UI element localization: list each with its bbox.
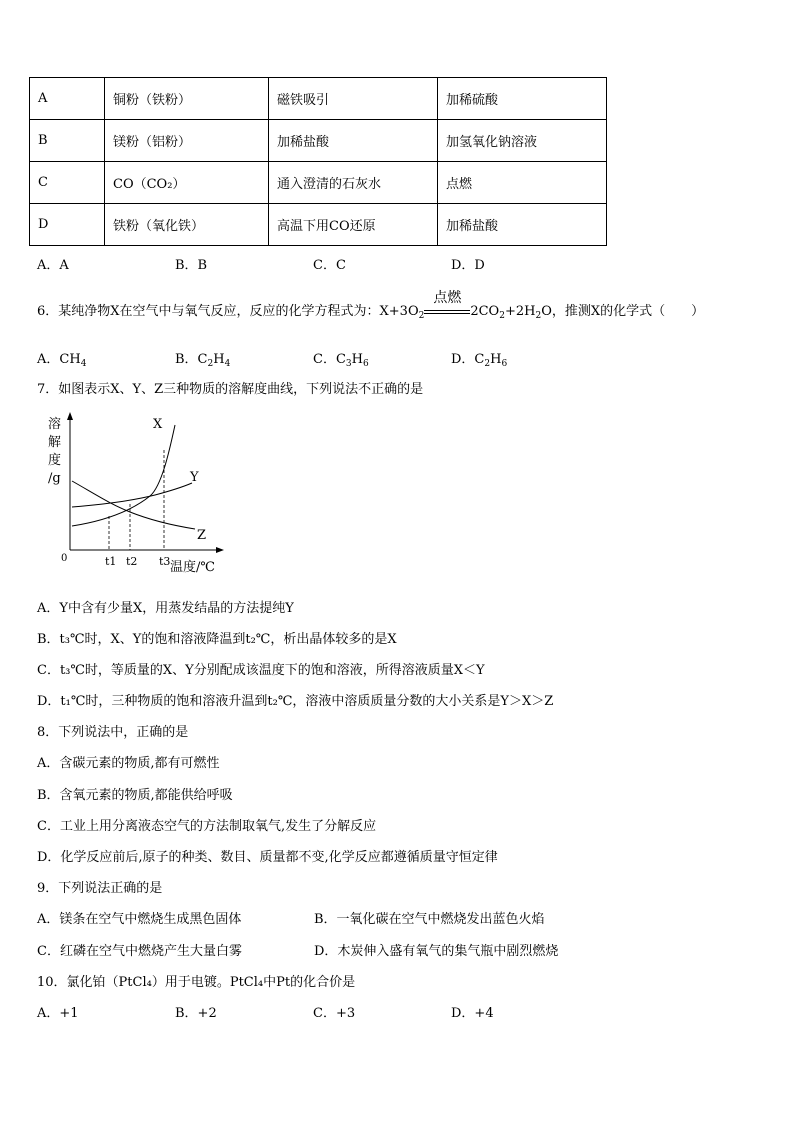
q6-option-a: A．$CH_4$	[37, 352, 87, 369]
table-cell: 铁粉（氧化铁）	[105, 204, 269, 246]
solubility-chart	[40, 408, 240, 583]
q6-option-c: C．$C_3H_6$	[313, 352, 369, 369]
equals-line-bottom	[424, 313, 470, 314]
table-cell: 磁铁吸引	[269, 78, 438, 120]
ylabel-char: 溶	[48, 417, 62, 432]
ylabel-char: 度	[48, 453, 62, 468]
q9-option-c: C．红磷在空气中燃烧产生大量白雾	[37, 944, 242, 959]
table-cell: 加稀盐酸	[438, 204, 607, 246]
q8-option-c: C．工业上用分离液态空气的方法制取氧气,发生了分解反应	[37, 819, 377, 834]
q8-stem: 8．下列说法中，正确的是	[37, 725, 189, 740]
q10-option-a: A．+1	[37, 1006, 79, 1021]
table-cell: D	[30, 204, 105, 246]
q9-option-a: A．镁条在空气中燃烧生成黑色固体	[37, 912, 242, 927]
q10-option-c: C．+3	[313, 1006, 356, 1021]
series-z-label: Z	[197, 528, 207, 543]
x-axis-arrow	[216, 547, 224, 553]
q7-option-b: B．t₃℃时，X、Y的饱和溶液降温到t₂℃，析出晶体较多的是X	[37, 632, 397, 647]
q9-stem: 9．下列说法正确的是	[37, 881, 163, 896]
q7-option-c: C．t₃℃时，等质量的X、Y分别配成该温度下的饱和溶液，所得溶液质量X＜Y	[37, 663, 485, 678]
q8-option-a: A．含碳元素的物质,都有可燃性	[37, 756, 220, 771]
separation-table	[29, 77, 607, 246]
q10-stem: 10．氯化铂（PtCl₄）用于电镀。PtCl₄中Pt的化合价是	[37, 975, 356, 990]
y-axis-arrow	[67, 412, 73, 420]
table-cell: 铜粉（铁粉）	[105, 78, 269, 120]
q7-option-a: A．Y中含有少量X，用蒸发结晶的方法提纯Y	[37, 601, 294, 616]
reaction-condition: 点燃	[424, 304, 470, 319]
series-x-label: X	[153, 417, 163, 432]
table-cell: 加稀硫酸	[438, 78, 607, 120]
table-row	[30, 162, 607, 204]
q6-option-d: D．$C_2H_6$	[451, 352, 508, 369]
table-cell: 点燃	[438, 162, 607, 204]
tick-t1: t1	[105, 555, 117, 568]
ylabel-char: 解	[48, 435, 62, 450]
q7-stem: 7．如图表示X、Y、Z三种物质的溶解度曲线，下列说法不正确的是	[37, 382, 424, 397]
q8-option-d: D．化学反应前后,原子的种类、数目、质量都不变,化学反应都遵循质量守恒定律	[37, 850, 498, 865]
table-cell: A	[30, 78, 105, 120]
table-cell: 加稀盐酸	[269, 120, 438, 162]
table-cell: CO（CO₂）	[105, 162, 269, 204]
table-row	[30, 204, 607, 246]
table-cell: 加氢氧化钠溶液	[438, 120, 607, 162]
xlabel: 温度/℃	[170, 560, 215, 575]
tick-t2: t2	[126, 555, 138, 568]
q9-option-d: D．木炭伸入盛有氧气的集气瓶中剧烈燃烧	[314, 944, 559, 959]
series-x-curve	[72, 425, 175, 526]
q5-option-b: B．B	[175, 258, 208, 273]
equals-line-top	[424, 310, 470, 311]
q10-option-d: D．+4	[451, 1006, 494, 1021]
q5-option-c: C．C	[313, 258, 346, 273]
q6-stem: 6．某纯净物X在空气中与氧气反应，反应的化学方程式为：$X+3O_2$ 点燃 $2CO_2+2H_2O$，推测X的化学式（ ）	[37, 290, 705, 321]
q5-option-d: D．D	[451, 258, 485, 273]
ylabel-char: /g	[48, 471, 61, 486]
series-y-curve	[72, 483, 192, 507]
table-cell: 高温下用CO还原	[269, 204, 438, 246]
q5-option-a: A．A	[37, 258, 69, 273]
q10-option-b: B．+2	[175, 1006, 217, 1021]
table-cell: 通入澄清的石灰水	[269, 162, 438, 204]
q9-option-b: B．一氧化碳在空气中燃烧发出蓝色火焰	[314, 912, 545, 927]
series-y-label: Y	[190, 470, 199, 485]
q6-option-b: B．$C_2H_4$	[175, 352, 231, 369]
q7-option-d: D．t₁℃时，三种物质的饱和溶液升温到t₂℃，溶液中溶质质量分数的大小关系是Y＞X＞Z	[37, 694, 554, 709]
table-row	[30, 78, 607, 120]
table-cell: B	[30, 120, 105, 162]
table-cell: C	[30, 162, 105, 204]
tick-t3: t3	[159, 555, 171, 568]
q8-option-b: B．含氧元素的物质,都能供给呼吸	[37, 788, 233, 803]
origin-label: 0	[61, 553, 68, 564]
table-row	[30, 120, 607, 162]
table-cell: 镁粉（铝粉）	[105, 120, 269, 162]
